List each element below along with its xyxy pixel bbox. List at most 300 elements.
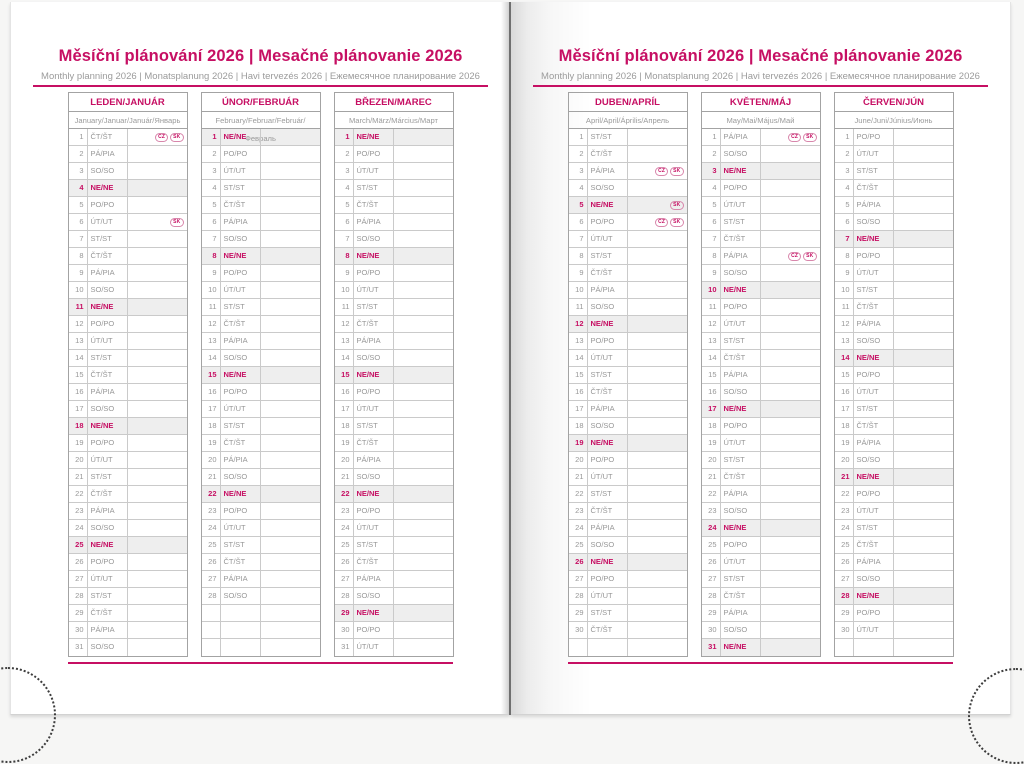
day-abbreviation: PO/PO — [588, 214, 628, 230]
day-abbreviation: SO/SO — [88, 163, 128, 179]
month-day-grid — [568, 129, 688, 657]
day-number: 2 — [335, 146, 354, 162]
day-row — [69, 605, 187, 622]
day-number: 8 — [69, 248, 88, 264]
notes-cell — [394, 282, 453, 298]
day-abbreviation: PO/PO — [721, 299, 761, 315]
notes-cell — [394, 333, 453, 349]
notes-cell — [128, 418, 187, 434]
day-number: 31 — [702, 639, 721, 656]
day-number: 2 — [702, 146, 721, 162]
day-abbreviation: NE/NE — [721, 163, 761, 179]
day-row — [335, 418, 453, 435]
day-number: 13 — [335, 333, 354, 349]
day-abbreviation: ÚT/UT — [221, 163, 261, 179]
day-abbreviation: ČT/ŠT — [721, 588, 761, 604]
notes-cell — [128, 469, 187, 485]
notes-cell — [628, 554, 687, 570]
day-abbreviation: ČT/ŠT — [354, 197, 394, 213]
day-row — [702, 554, 820, 571]
day-row — [835, 384, 953, 401]
notes-cell — [128, 588, 187, 604]
day-row — [702, 350, 820, 367]
day-abbreviation: ST/ST — [354, 299, 394, 315]
day-number: 26 — [835, 554, 854, 570]
day-number: 31 — [335, 639, 354, 656]
day-abbreviation: ÚT/UT — [854, 622, 894, 638]
day-number: 22 — [569, 486, 588, 502]
notes-cell — [394, 554, 453, 570]
day-abbreviation: ÚT/UT — [854, 265, 894, 281]
day-number: 1 — [69, 129, 88, 145]
day-number: 29 — [335, 605, 354, 621]
day-row — [702, 622, 820, 639]
notes-cell — [394, 537, 453, 553]
notes-cell — [261, 265, 320, 281]
day-abbreviation: ÚT/UT — [588, 469, 628, 485]
month-day-grid — [334, 129, 454, 657]
day-row — [569, 214, 687, 231]
day-row — [335, 197, 453, 214]
day-number: 6 — [835, 214, 854, 230]
notes-cell — [894, 248, 953, 264]
day-number: 13 — [69, 333, 88, 349]
day-row — [569, 248, 687, 265]
day-row — [835, 486, 953, 503]
day-abbreviation: NE/NE — [88, 418, 128, 434]
month-day-grid — [701, 129, 821, 657]
day-number: 4 — [569, 180, 588, 196]
notes-cell — [261, 639, 320, 656]
day-number: 30 — [835, 622, 854, 638]
day-abbreviation: PÁ/PIA — [588, 163, 628, 179]
day-abbreviation: SO/SO — [221, 588, 261, 604]
notes-cell — [261, 520, 320, 536]
day-abbreviation: PÁ/PIA — [354, 333, 394, 349]
day-row — [69, 197, 187, 214]
notes-cell — [628, 197, 687, 213]
day-number: 28 — [335, 588, 354, 604]
day-number: 27 — [335, 571, 354, 587]
notes-cell — [261, 180, 320, 196]
day-abbreviation: ČT/ŠT — [221, 435, 261, 451]
notes-cell — [761, 384, 820, 400]
day-abbreviation: SO/SO — [721, 265, 761, 281]
day-number: 27 — [835, 571, 854, 587]
day-abbreviation: SO/SO — [721, 622, 761, 638]
day-abbreviation: ČT/ŠT — [854, 418, 894, 434]
day-abbreviation: ČT/ŠT — [88, 605, 128, 621]
day-row — [335, 520, 453, 537]
day-number: 24 — [202, 520, 221, 536]
day-abbreviation: ČT/ŠT — [354, 316, 394, 332]
notes-cell — [394, 605, 453, 621]
holiday-badge-sk: SK — [670, 167, 683, 176]
notes-cell — [394, 299, 453, 315]
day-abbreviation: ÚT/UT — [88, 452, 128, 468]
day-number: 23 — [69, 503, 88, 519]
day-abbreviation: ČT/ŠT — [721, 469, 761, 485]
day-row — [69, 180, 187, 197]
notes-cell — [394, 197, 453, 213]
day-row — [569, 435, 687, 452]
day-abbreviation: ÚT/UT — [221, 520, 261, 536]
day-row — [69, 129, 187, 146]
day-row — [702, 605, 820, 622]
day-number: 20 — [69, 452, 88, 468]
day-row — [835, 299, 953, 316]
day-abbreviation: NE/NE — [854, 469, 894, 485]
month-title: LEDEN/JANUÁR — [68, 92, 188, 111]
day-number: 3 — [569, 163, 588, 179]
page-left — [10, 2, 510, 715]
day-row — [569, 333, 687, 350]
day-row — [69, 214, 187, 231]
month-may — [701, 92, 821, 657]
day-abbreviation: ÚT/UT — [354, 520, 394, 536]
day-number: 16 — [69, 384, 88, 400]
day-number — [202, 622, 221, 638]
day-abbreviation: ÚT/UT — [221, 401, 261, 417]
day-abbreviation — [221, 639, 261, 656]
day-number: 9 — [569, 265, 588, 281]
day-abbreviation: NE/NE — [221, 367, 261, 383]
day-abbreviation: ÚT/UT — [354, 163, 394, 179]
day-abbreviation: PO/PO — [221, 503, 261, 519]
day-number: 27 — [202, 571, 221, 587]
day-number: 25 — [202, 537, 221, 553]
day-row — [702, 418, 820, 435]
day-number: 13 — [702, 333, 721, 349]
day-row — [702, 299, 820, 316]
notes-cell — [261, 146, 320, 162]
notes-cell — [261, 367, 320, 383]
day-number: 29 — [569, 605, 588, 621]
day-row — [69, 452, 187, 469]
day-number: 30 — [702, 622, 721, 638]
month-languages: January/Januar/Január/Январь — [68, 111, 188, 129]
day-abbreviation: SO/SO — [354, 588, 394, 604]
day-abbreviation: NE/NE — [721, 639, 761, 656]
day-abbreviation: PÁ/PIA — [88, 622, 128, 638]
day-number: 15 — [835, 367, 854, 383]
day-row — [202, 537, 320, 554]
day-number: 7 — [335, 231, 354, 247]
day-number: 19 — [835, 435, 854, 451]
day-row — [835, 469, 953, 486]
day-abbreviation: PO/PO — [88, 435, 128, 451]
day-abbreviation: PO/PO — [721, 418, 761, 434]
day-row — [569, 129, 687, 146]
day-row — [702, 282, 820, 299]
notes-cell — [761, 333, 820, 349]
notes-cell — [628, 537, 687, 553]
notes-cell — [894, 588, 953, 604]
day-row — [69, 350, 187, 367]
day-row — [702, 520, 820, 537]
day-number: 8 — [835, 248, 854, 264]
day-row — [202, 214, 320, 231]
day-number: 10 — [835, 282, 854, 298]
day-row — [702, 197, 820, 214]
day-number: 10 — [335, 282, 354, 298]
notes-cell — [261, 299, 320, 315]
day-number: 8 — [702, 248, 721, 264]
day-row — [335, 129, 453, 146]
notes-cell — [894, 350, 953, 366]
day-number: 24 — [702, 520, 721, 536]
day-abbreviation: SO/SO — [854, 214, 894, 230]
day-abbreviation: PÁ/PIA — [221, 333, 261, 349]
month-title: ÚNOR/FEBRUÁR — [201, 92, 321, 111]
notes-cell — [394, 469, 453, 485]
day-number: 6 — [202, 214, 221, 230]
day-row — [202, 520, 320, 537]
page-right — [511, 2, 1011, 715]
day-abbreviation: PÁ/PIA — [588, 282, 628, 298]
day-row — [702, 639, 820, 656]
day-number: 18 — [335, 418, 354, 434]
day-number: 22 — [835, 486, 854, 502]
day-number: 24 — [335, 520, 354, 536]
notes-cell — [128, 333, 187, 349]
day-abbreviation: ČT/ŠT — [88, 367, 128, 383]
notes-cell — [261, 231, 320, 247]
day-abbreviation: NE/NE — [588, 554, 628, 570]
day-abbreviation: ST/ST — [854, 282, 894, 298]
day-abbreviation: PO/PO — [221, 384, 261, 400]
day-abbreviation: PO/PO — [354, 265, 394, 281]
day-number: 18 — [702, 418, 721, 434]
notes-cell — [261, 418, 320, 434]
day-abbreviation: PO/PO — [88, 316, 128, 332]
notes-cell — [394, 435, 453, 451]
day-abbreviation: SO/SO — [88, 639, 128, 656]
day-number: 19 — [69, 435, 88, 451]
empty-row — [569, 639, 687, 656]
day-number: 3 — [835, 163, 854, 179]
day-number: 1 — [835, 129, 854, 145]
day-number: 2 — [202, 146, 221, 162]
day-number: 28 — [569, 588, 588, 604]
day-row — [202, 384, 320, 401]
day-row — [835, 214, 953, 231]
day-row — [835, 197, 953, 214]
day-number: 2 — [569, 146, 588, 162]
notes-cell — [761, 588, 820, 604]
day-row — [202, 265, 320, 282]
day-number: 18 — [569, 418, 588, 434]
day-number: 26 — [202, 554, 221, 570]
day-row — [335, 299, 453, 316]
day-number: 27 — [702, 571, 721, 587]
notes-cell — [128, 622, 187, 638]
day-number: 17 — [569, 401, 588, 417]
months-row — [511, 92, 1010, 657]
day-row — [335, 588, 453, 605]
day-row — [702, 401, 820, 418]
day-number — [202, 605, 221, 621]
notes-cell — [761, 265, 820, 281]
day-abbreviation — [221, 622, 261, 638]
day-row — [69, 639, 187, 656]
day-abbreviation: PÁ/PIA — [588, 401, 628, 417]
holiday-badge-sk: SK — [803, 133, 816, 142]
notes-cell — [394, 503, 453, 519]
day-row — [69, 520, 187, 537]
day-row — [702, 129, 820, 146]
notes-cell — [761, 622, 820, 638]
notes-cell — [394, 214, 453, 230]
day-number: 25 — [702, 537, 721, 553]
notes-cell — [394, 418, 453, 434]
notes-cell — [261, 401, 320, 417]
day-number: 6 — [569, 214, 588, 230]
day-row — [569, 367, 687, 384]
day-row — [202, 367, 320, 384]
month-languages: March/März/Március/Март — [334, 111, 454, 129]
notes-cell — [628, 639, 687, 656]
day-abbreviation: ST/ST — [88, 588, 128, 604]
day-row — [202, 146, 320, 163]
notes-cell — [394, 571, 453, 587]
day-abbreviation: PÁ/PIA — [721, 605, 761, 621]
day-abbreviation: ST/ST — [354, 180, 394, 196]
empty-row — [835, 639, 953, 656]
day-number: 3 — [69, 163, 88, 179]
day-row — [702, 588, 820, 605]
day-abbreviation: ST/ST — [721, 333, 761, 349]
day-number: 2 — [69, 146, 88, 162]
notes-cell — [761, 639, 820, 656]
notes-cell — [394, 520, 453, 536]
month-day-grid — [201, 129, 321, 657]
notes-cell — [261, 214, 320, 230]
day-abbreviation: SO/SO — [854, 571, 894, 587]
day-number: 2 — [835, 146, 854, 162]
notes-cell — [894, 265, 953, 281]
day-row — [569, 180, 687, 197]
day-abbreviation: ST/ST — [854, 520, 894, 536]
holiday-badge-cz: CZ — [655, 218, 668, 227]
day-number: 22 — [702, 486, 721, 502]
day-row — [202, 503, 320, 520]
notes-cell — [628, 571, 687, 587]
notes-cell — [128, 503, 187, 519]
day-number: 16 — [202, 384, 221, 400]
notes-cell — [894, 333, 953, 349]
day-abbreviation: PO/PO — [854, 605, 894, 621]
notes-cell — [394, 265, 453, 281]
day-abbreviation: ST/ST — [588, 605, 628, 621]
day-row — [335, 367, 453, 384]
footer-rule — [68, 662, 453, 664]
day-row — [569, 384, 687, 401]
notes-cell — [628, 163, 687, 179]
day-number: 5 — [335, 197, 354, 213]
day-row — [835, 282, 953, 299]
day-abbreviation: PO/PO — [88, 197, 128, 213]
notes-cell — [394, 622, 453, 638]
day-row — [69, 401, 187, 418]
notes-cell — [628, 350, 687, 366]
day-number: 20 — [335, 452, 354, 468]
day-abbreviation: NE/NE — [88, 180, 128, 196]
day-number: 10 — [69, 282, 88, 298]
day-number: 4 — [835, 180, 854, 196]
month-january — [68, 92, 188, 657]
day-number: 13 — [569, 333, 588, 349]
day-number: 12 — [835, 316, 854, 332]
day-abbreviation: ST/ST — [221, 537, 261, 553]
page-title: Měsíční plánování 2026 | Mesačné plánovanie 2026 — [58, 47, 463, 65]
notes-cell — [761, 571, 820, 587]
notes-cell — [128, 537, 187, 553]
notes-cell — [894, 401, 953, 417]
notes-cell — [761, 129, 820, 145]
day-abbreviation: NE/NE — [221, 248, 261, 264]
notes-cell — [261, 316, 320, 332]
notes-cell — [128, 248, 187, 264]
day-number: 17 — [335, 401, 354, 417]
day-number: 7 — [702, 231, 721, 247]
day-number: 30 — [569, 622, 588, 638]
notes-cell — [128, 316, 187, 332]
day-row — [202, 435, 320, 452]
day-abbreviation: ST/ST — [588, 367, 628, 383]
day-number: 15 — [569, 367, 588, 383]
day-abbreviation: NE/NE — [588, 435, 628, 451]
day-abbreviation: PÁ/PIA — [721, 129, 761, 145]
notes-cell — [761, 486, 820, 502]
day-number: 12 — [69, 316, 88, 332]
notes-cell — [628, 231, 687, 247]
day-abbreviation: PÁ/PIA — [588, 520, 628, 536]
day-number: 3 — [702, 163, 721, 179]
notes-cell — [128, 180, 187, 196]
notes-cell — [894, 384, 953, 400]
notes-cell — [628, 622, 687, 638]
day-number: 4 — [702, 180, 721, 196]
day-row — [569, 520, 687, 537]
day-abbreviation: SO/SO — [721, 384, 761, 400]
day-number: 14 — [569, 350, 588, 366]
day-number: 11 — [569, 299, 588, 315]
day-row — [569, 316, 687, 333]
day-abbreviation: ČT/ŠT — [221, 316, 261, 332]
notes-cell — [128, 435, 187, 451]
day-number: 20 — [835, 452, 854, 468]
day-number: 20 — [702, 452, 721, 468]
notes-cell — [628, 588, 687, 604]
day-row — [202, 418, 320, 435]
day-number: 15 — [335, 367, 354, 383]
notes-cell — [894, 435, 953, 451]
day-row — [835, 248, 953, 265]
day-number: 30 — [69, 622, 88, 638]
day-abbreviation: NE/NE — [354, 129, 394, 145]
day-number: 23 — [835, 503, 854, 519]
day-row — [202, 588, 320, 605]
day-abbreviation — [854, 639, 894, 656]
day-row — [569, 469, 687, 486]
day-abbreviation: ČT/ŠT — [354, 435, 394, 451]
day-abbreviation: PO/PO — [354, 503, 394, 519]
day-abbreviation: ST/ST — [854, 401, 894, 417]
day-row — [69, 486, 187, 503]
day-row — [335, 282, 453, 299]
notes-cell — [894, 316, 953, 332]
